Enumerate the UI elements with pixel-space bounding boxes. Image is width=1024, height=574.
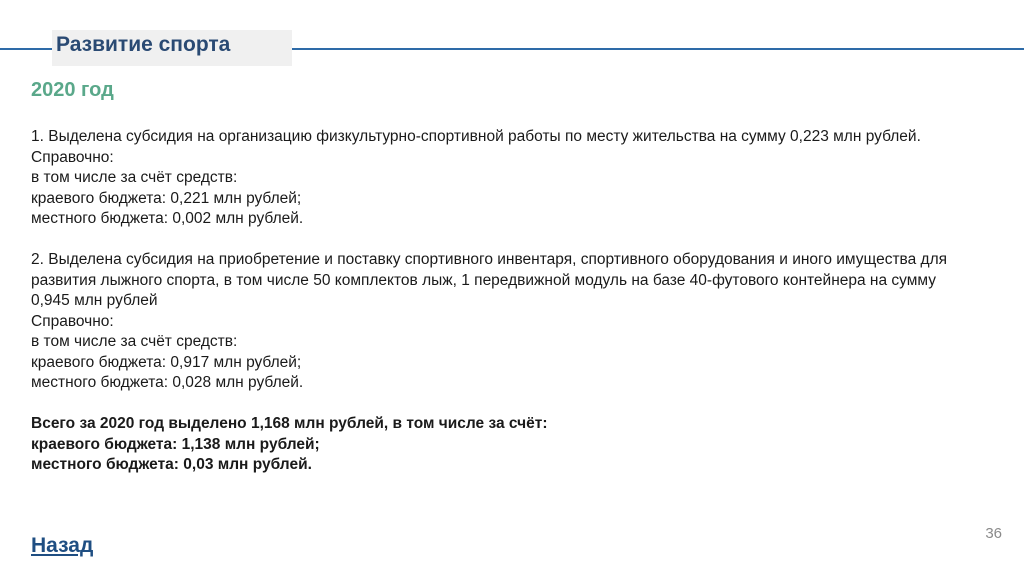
summary-line-2: краевого бюджета: 1,138 млн рублей; [31,435,320,453]
slide-title: Развитие спорта [56,33,231,56]
item-1-line-5: местного бюджета: 0,002 млн рублей. [31,210,304,227]
title-rule-right [292,48,1024,50]
item-1-line-3: в том числе за счёт средств: [31,169,238,186]
summary-line-1: Всего за 2020 год выделено 1,168 млн рублей, в том числе за счёт: [31,415,548,432]
spacer [31,230,971,251]
item-1-line-2: Справочно: [31,148,114,166]
item-2-line-4: краевого бюджета: 0,917 млн рублей; [31,353,302,371]
item-2-line-1: 2. Выделена субсидия на приобретение и поставку спортивного инвентаря, спортивного оборудования и иного имущества для развития лыжного спорта, в том числе 50 комплектов лыж, 1 передвижной модуль на базе 40-футового контейнера на сумму 0,945 млн рублей [31,251,948,309]
slide-body [31,127,971,476]
item-1-line-4: краевого бюджета: 0,221 млн рублей; [31,189,302,207]
item-2-line-5: местного бюджета: 0,028 млн рублей. [31,374,304,391]
summary-line-3: местного бюджета: 0,03 млн рублей. [31,456,312,473]
spacer [31,394,971,415]
item-2-line-3: в том числе за счёт средств: [31,333,238,350]
title-rule-left [0,48,52,50]
year-heading: 2020 год [31,79,114,101]
back-link[interactable]: Назад [31,534,94,557]
item-1-line-1: 1. Выделена субсидия на организацию физкультурно-спортивной работы по месту жительства на сумму 0,223 млн рублей. [31,128,921,145]
item-2-line-2: Справочно: [31,312,114,330]
page-number: 36 [985,525,1002,542]
